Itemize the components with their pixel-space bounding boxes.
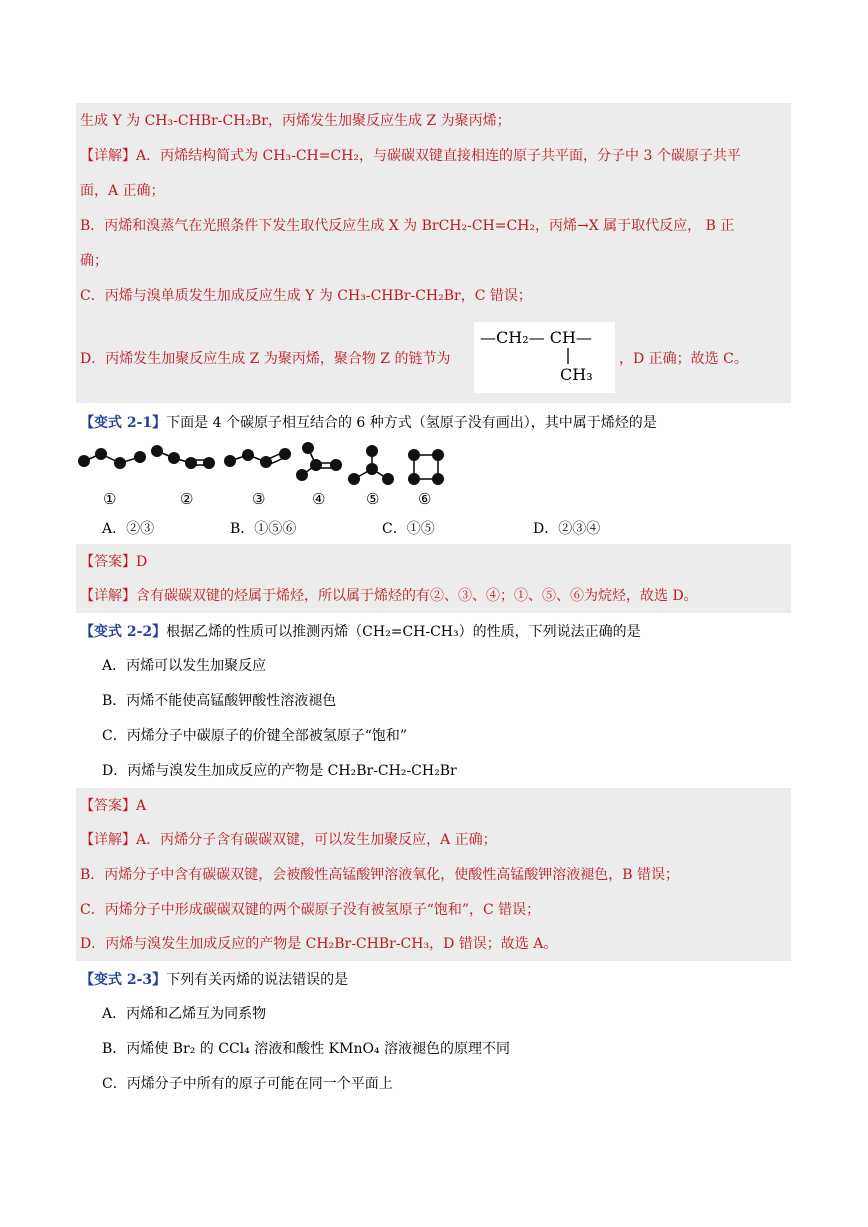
detail-line (80, 830, 497, 850)
formula-branch: CH₃ (560, 365, 593, 384)
formula-chain: —CH₂— CH— (480, 328, 592, 347)
molecule-5 (344, 443, 396, 489)
detail-line: C．丙烯分子中形成碳碳双键的两个碳原子没有被氢原子“饱和”，C 错误； (80, 902, 541, 918)
answer-value: A (136, 798, 147, 814)
text-line: C．丙烯与溴单质发生加成反应生成 Y 为 CH₃-CHBr-CH₂Br，C 错误； (80, 288, 532, 304)
answer-tag: 【答案】 (80, 798, 136, 814)
structure-label: ② (180, 490, 194, 508)
detail-text: A．丙烯分子含有碳碳双键，可以发生加聚反应，A 正确； (136, 832, 497, 848)
structure-label: ① (103, 490, 117, 508)
question-stem (80, 970, 348, 990)
option-d: D．丙烯与溴发生加成反应的产物是 CH₂Br-CH₂-CH₂Br (102, 763, 457, 779)
structure-label: ⑤ (366, 490, 380, 508)
question-tag: 【变式 2-1】 (80, 415, 167, 431)
text-line: 生成 Y 为 CH₃-CHBr-CH₂Br，丙烯发生加聚反应生成 Z 为聚丙烯； (80, 113, 511, 129)
answer-value: D (136, 554, 148, 570)
detail-tag: 【详解】 (80, 148, 136, 164)
detail-line: D．丙烯与溴发生加成反应的产物是 CH₂Br-CHBr-CH₃，D 错误；故选 A。 (80, 936, 558, 952)
structure-label: ⑥ (418, 490, 432, 508)
detail-line: B．丙烯分子中含有碳碳双键，会被酸性高锰酸钾溶液氧化，使酸性高锰酸钾溶液褪色，B 错误； (80, 867, 680, 883)
option-d: D．②③④ (533, 521, 601, 537)
option-a: A．丙烯可以发生加聚反应 (102, 658, 267, 674)
answer-line (80, 796, 146, 816)
option-b: B．丙烯使 Br₂ 的 CCl₄ 溶液和酸性 KMnO₄ 溶液褪色的原理不同 (102, 1041, 510, 1057)
option-b: B．①⑤⑥ (230, 521, 297, 537)
question-tag: 【变式 2-2】 (80, 624, 167, 640)
molecule-6 (404, 443, 448, 489)
answer-line (80, 552, 147, 572)
option-c: C．①⑤ (382, 521, 435, 537)
option-b: B．丙烯不能使高锰酸钾酸性溶液褪色 (102, 693, 337, 709)
option-c: C．丙烯分子中所有的原子可能在同一个平面上 (102, 1076, 393, 1092)
text-line: 确； (80, 253, 108, 269)
detail-text: A．丙烯结构简式为 CH₃-CH=CH₂，与碳碳双键直接相连的原子共平面，分子中 3 个碳原子共平 (136, 148, 741, 164)
structure-label: ③ (252, 490, 266, 508)
detail-text: 含有碳碳双键的烃属于烯烃，所以属于烯烃的有②、③、④；①、⑤、⑥为烷烃，故选 D。 (136, 588, 698, 604)
molecule-1 (76, 445, 151, 475)
text-line: B．丙烯和溴蒸气在光照条件下发生取代反应生成 X 为 BrCH₂-CH=CH₂，丙烯→X 属于取代反应， B 正 (80, 218, 735, 234)
repeat-unit-structure (474, 322, 615, 393)
question-stem (80, 413, 657, 433)
option-a: A．②③ (102, 521, 155, 537)
question-tag: 【变式 2-3】 (80, 972, 167, 988)
text-line: 面，A 正确； (80, 183, 165, 199)
detail-tag: 【详解】 (80, 588, 136, 604)
text-line (80, 146, 741, 166)
molecule-2 (149, 443, 219, 475)
detail-tag: 【详解】 (80, 832, 136, 848)
stem-text: 根据乙烯的性质可以推测丙烯（CH₂=CH-CH₃）的性质，下列说法正确的是 (166, 624, 641, 640)
text-line: ，D 正确；故选 C。 (619, 351, 748, 367)
answer-tag: 【答案】 (80, 554, 136, 570)
structure-label: ④ (312, 490, 326, 508)
molecule-4 (294, 438, 350, 482)
repeat-unit-formula (474, 322, 615, 393)
stem-text: 下列有关丙烯的说法错误的是 (166, 972, 349, 988)
option-c: C．丙烯分子中碳原子的价键全部被氢原子“饱和” (102, 728, 408, 744)
text-line: D．丙烯发生加聚反应生成 Z 为聚丙烯，聚合物 Z 的链节为 (80, 351, 451, 367)
question-stem (80, 622, 641, 642)
molecule-3 (222, 442, 294, 474)
option-a: A．丙烯和乙烯互为同系物 (102, 1006, 267, 1022)
stem-text: 下面是 4 个碳原子相互结合的 6 种方式（氢原子没有画出），其中属于烯烃的是 (166, 415, 657, 431)
detail-line (80, 586, 698, 606)
